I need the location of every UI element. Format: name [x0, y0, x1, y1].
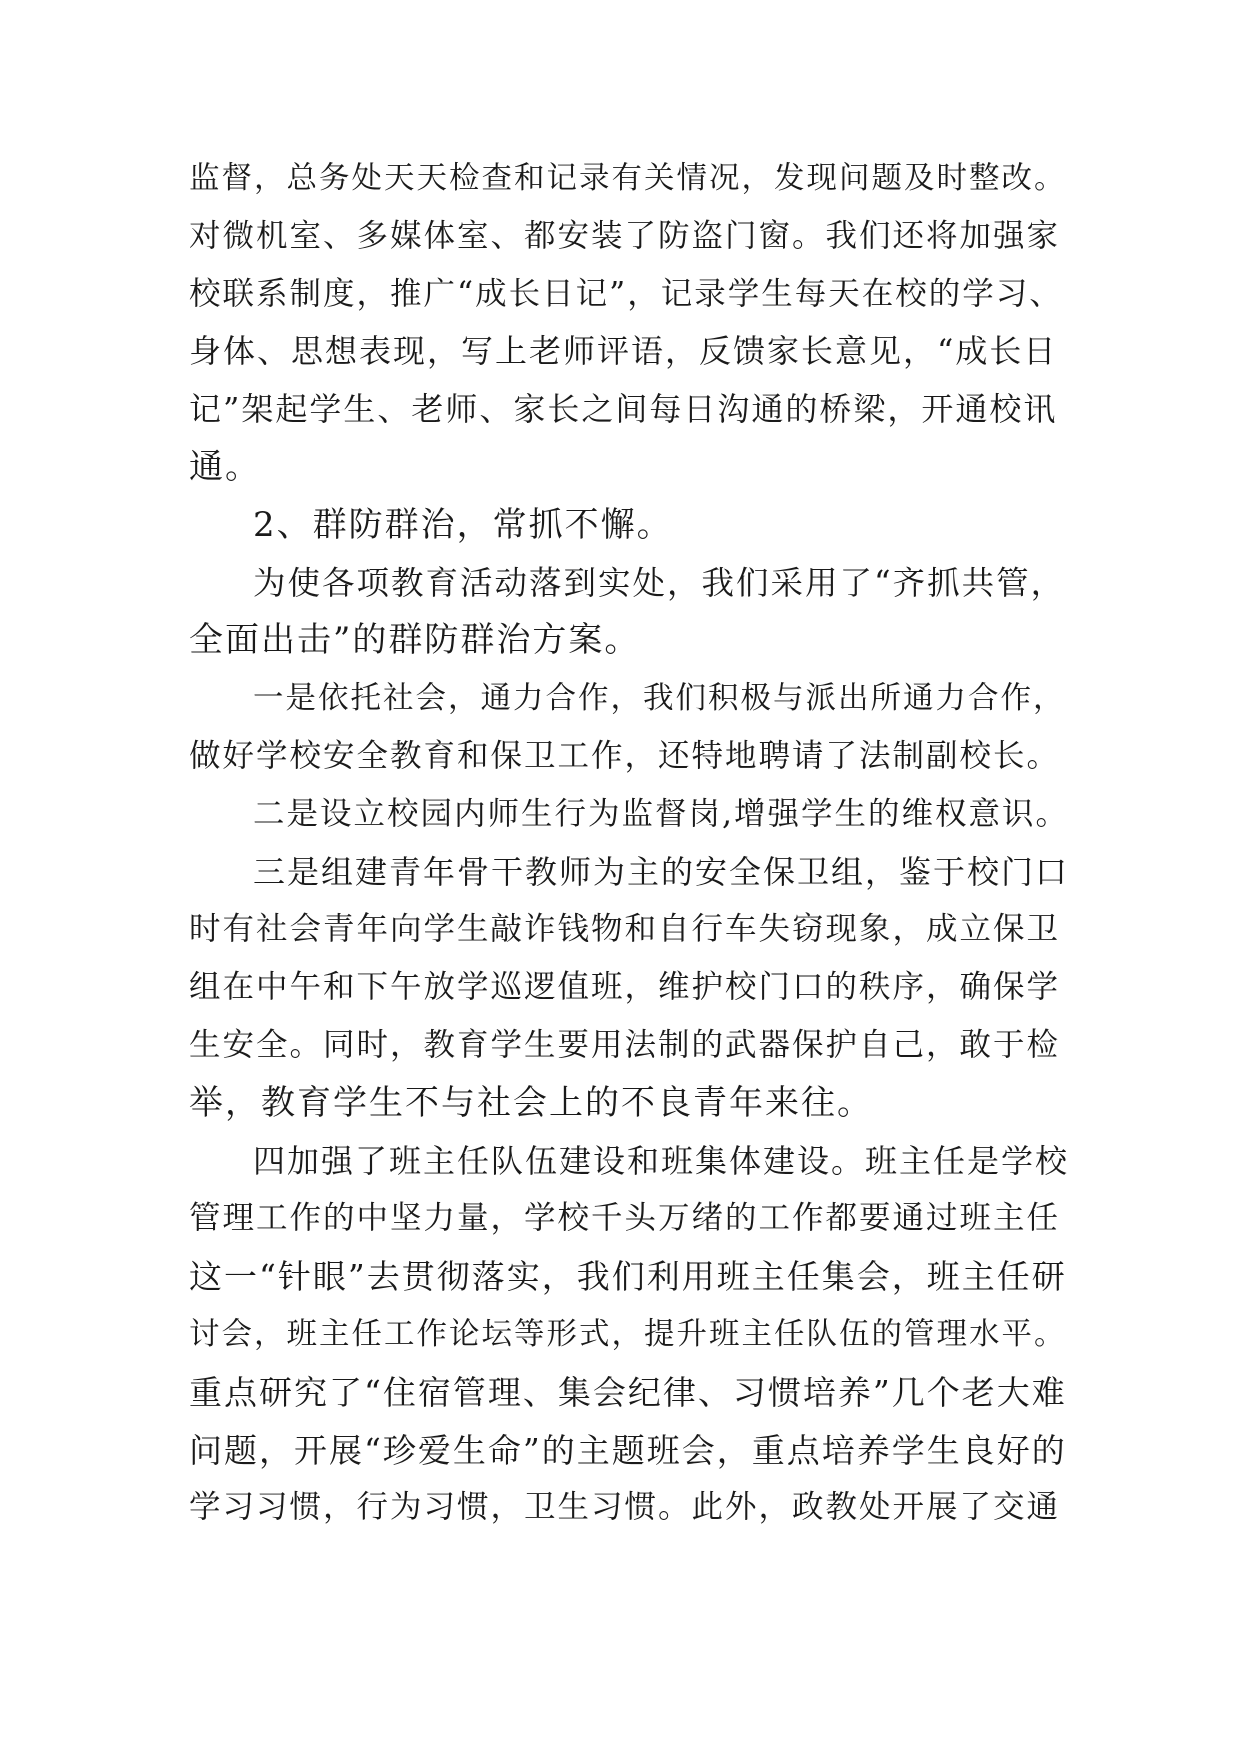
text-line: 学习习惯，行为习惯，卫生习惯。此外，政教处开展了交通 [189, 1489, 1061, 1526]
text-line: 身体、思想表现，写上老师评语，反馈家长意见，“成长日 [189, 332, 1058, 371]
text-line: 对微机室、多媒体室、都安装了防盗门窗。我们还将加强家 [189, 217, 1061, 254]
text-line: 问题，开展“珍爱生命”的主题班会，重点培养学生良好的 [189, 1430, 1067, 1470]
text-line: 管理工作的中坚力量，学校千头万绪的工作都要通过班主任 [189, 1200, 1061, 1237]
text-line: 记”架起学生、老师、家长之间每日沟通的桥梁，开通校讯 [189, 390, 1058, 429]
text-line: 重点研究了“住宿管理、集会纪律、习惯培养”几个老大难 [189, 1372, 1067, 1412]
text-line: 校联系制度，推广“成长日记”，记录学生每天在校的学习、 [189, 275, 1063, 312]
text-line: 三是组建青年骨干教师为主的安全保卫组，鉴于校门口 [253, 852, 1070, 891]
text-line: 2、群防群治，常抓不懈。 [253, 504, 673, 545]
text-line: 讨会，班主任工作论坛等形式，提升班主任队伍的管理水平。 [189, 1316, 1067, 1352]
text-line: 四加强了班主任队伍建设和班集体建设。班主任是学校 [253, 1141, 1070, 1180]
text-line: 时有社会青年向学生敲诈钱物和自行车失窃现象，成立保卫 [189, 911, 1061, 948]
text-line: 为使各项教育活动落到实处，我们采用了“齐抓共管， [253, 563, 1066, 602]
text-line: 这一“针眼”去贯彻落实，我们利用班主任集会，班主任研 [189, 1257, 1067, 1297]
text-line: 组在中午和下午放学巡逻值班，维护校门口的秩序，确保学 [189, 969, 1061, 1006]
text-line: 做好学校安全教育和保卫工作，还特地聘请了法制副校长。 [189, 737, 1061, 774]
text-line: 通。 [189, 446, 261, 487]
body-text [189, 150, 1069, 1537]
text-line: 生安全。同时，教育学生要用法制的武器保护自己，敢于检 [189, 1026, 1061, 1063]
text-line: 一是依托社会，通力合作，我们积极与派出所通力合作， [253, 681, 1066, 717]
text-line: 二是设立校园内师生行为监督岗,增强学生的维权意识。 [253, 795, 1070, 832]
text-line: 全面出击”的群防群治方案。 [189, 620, 641, 661]
text-line: 监督，总务处天天检查和记录有关情况，发现问题及时整改。 [189, 161, 1067, 196]
text-line: 举，教育学生不与社会上的不良青年来往。 [189, 1082, 873, 1123]
